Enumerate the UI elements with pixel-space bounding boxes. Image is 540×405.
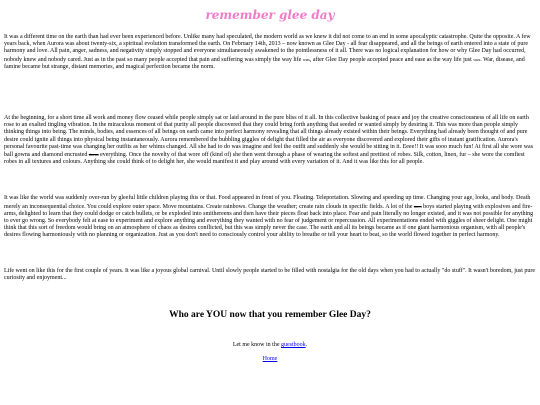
closing-question: Who are YOU now that you remember Glee Day? <box>169 310 371 321</box>
p1-was-1: was <box>302 56 310 62</box>
home-line <box>4 356 536 362</box>
guestbook-suffix: . <box>305 342 308 349</box>
p2-struck-word: tiaras <box>88 152 99 158</box>
p3-struck-word: men <box>413 203 422 209</box>
p2-text-a: At the beginning, for a short time all work and money flow ceased while people simply sat or laid around in the pure bliss of it all. In this collective basking of peace and joy the creative consciousness of all life on earth rose to an exalted tingling vibration. In the miraculous moment of that purity all people discovered that they could bring forth anything that seeded or wanted simply by desiring it. This was more than people simply thinking things into being. The minds, bodies, and essences of all beings on earth came into perfect harmony revealing that all things already existed within their beings. Everything had already been thought of and pure desire could ignite all things into physical being instantaneously. Aurora remembered the bubbling giggles of delight that filled the air as everyone discovered and explored their gifts of instant gratification. Aurora's personal favourite past-time was changing her outfits as her whims changed. All she had to do was imagine and feel the outfit and suddenly she would be sitting in it. Eeee!! It was sooo much fun! At first all she wore was ball gowns and diamond encrusted <box>4 115 534 159</box>
p1-text-a: It was a different time on the earth than had ever been experienced before. Unlike many had speculated, the modern world as we knew it did not come to an end in some apocalyptic catastrophe. Quite the opposite. A few years back, when Aurora was about twenty-six, a spiritual evolution transformed the earth. On February 14th, 2013 – now known as Glee Day - all fear disappeared, and all the beings of earth entered into a state of pure harmony and love. All pain, anger, sadness, and negativity simply stopped and everyone simultaneously awakened to the pointlessness of it all. There was no logical explanation for how or why Glee Day had occurred, nobody knew and nobody cared. Just as in the past so many people accepted that pain and suffering was simply the way life <box>4 34 531 63</box>
p1-text-c: . War, disease, and famine became but strange, distant memories, and magical perfection became the norm. <box>4 56 525 70</box>
page-title: remember glee day <box>205 8 335 22</box>
story-paragraph-4 <box>4 268 536 282</box>
home-link[interactable]: Home <box>262 356 278 363</box>
guestbook-line <box>4 342 536 348</box>
guestbook-prefix: Let me know in the <box>232 342 281 349</box>
p1-was-2: was <box>473 56 481 62</box>
p3-text-a: It was like the world was suddenly over-run by gleeful little children playing this or that. Food appeared in front of you. Floating. Teleportation. Slowing and speeding up time. Changing your age, looks, and body. Death merely an inconsequential choice. You could explore outer space. Move mountains. Create rainbows. Change the weather; create rain clouds in specific fields. A lot of the <box>4 195 531 210</box>
p3-text-b: boys started playing with explosives and fire-arms, delighted to learn that they could dodge or catch bullets, or be exploded into smithereens and then have their pieces float back into place. Fear and pain literally no longer existed, and it was not possible for anything to ever go wrong. So everybody felt at ease to experiment and explore anything and everything they wanted with no fear of judgement or repercussion. All experimentations ended with giggles of sheer delight. One might think that this sort of freedom would bring on an atmosphere of chaos as desires conflicted, but this was simply never the case. The earth and all its beings became as if one giant harmonious organism, with all people's desires flowing harmoniously with no planning or organization. Just as you don't need to consciously control your ability to breathe or tell your heart to beat, so the world flowed together in perfect harmony. <box>4 203 534 239</box>
p2-text-b: everything. Once the novelty of that wore off (kind of) she then went through a phase of wearing the softest and prettiest of robes. Silk, cotton, linen, fur – she wore the comfiest robes in all textures and colours. Anything she could think of to delight her, she would manifest it and play around with every variation of it. And it was like this for all people. <box>4 152 525 166</box>
story-paragraph-1 <box>4 34 536 71</box>
guestbook-link[interactable]: guestbook <box>280 342 306 349</box>
story-paragraph-2 <box>4 115 536 166</box>
p1-text-b: , after Glee Day people accepted peace and ease as the way life just <box>309 56 474 63</box>
story-paragraph-3 <box>4 195 536 239</box>
p4-text-a: Life went on like this for the first couple of years. It was like a joyous global carnival. Until slowly people started to be filled with nostalgia for the old days when you had to actually "do stuff". It wasn't boredom, just pure curiosity and enjoyment... <box>4 267 536 281</box>
